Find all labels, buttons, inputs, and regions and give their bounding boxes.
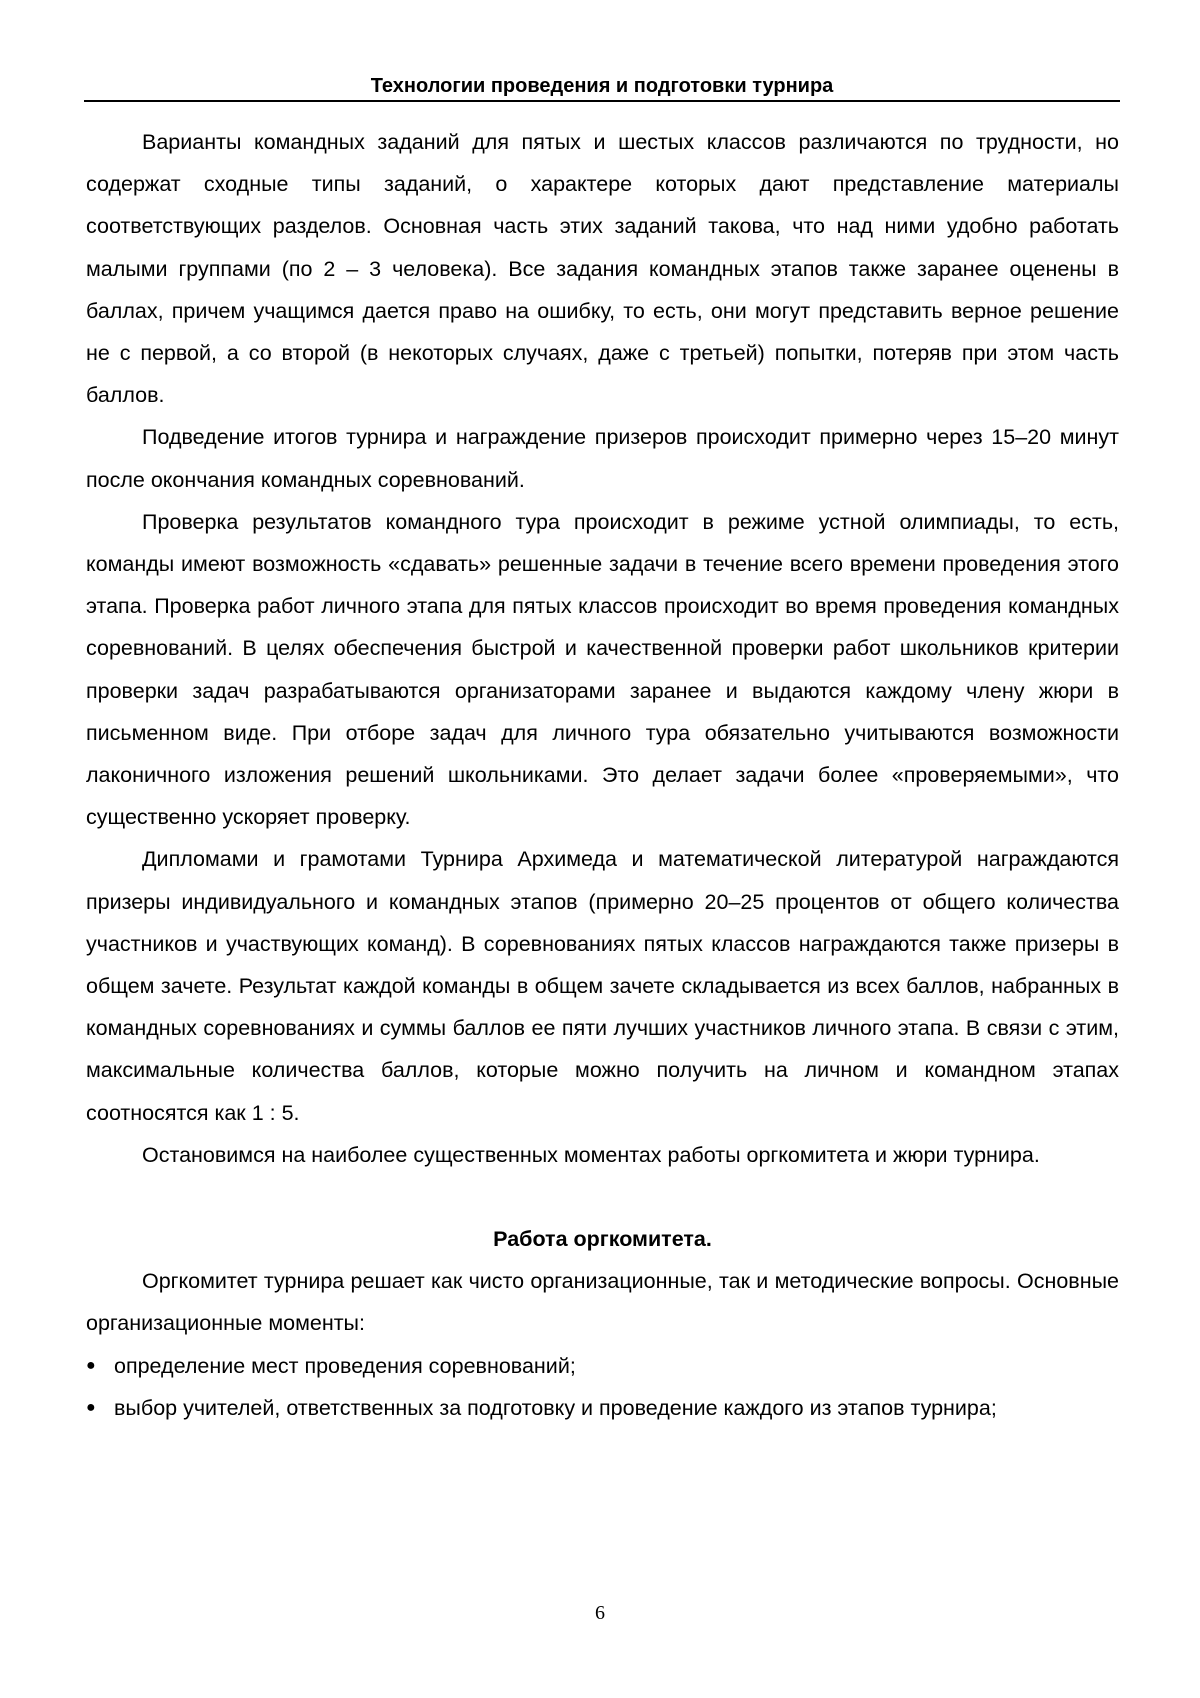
- list-item: [86, 1345, 1119, 1387]
- bullet-list: [86, 1345, 1119, 1429]
- page-number: 6: [0, 1602, 1200, 1625]
- section-title: Работа оргкомитета.: [86, 1218, 1119, 1260]
- paragraph-awards: Дипломами и грамотами Турнира Архимеда и математической литературой награждаются призеры индивидуального и командных этапов (примерно 20–25 процентов от общего количества участников и участвующих команд). В соревнованиях пятых классов награждаются также призеры в общем зачете. Результат каждой команды в общем зачете складывается из всех баллов, набранных в командных соревнованиях и суммы баллов ее пяти лучших участников личного этапа. В связи с этим, максимальные количества баллов, которые можно получить на личном и командном этапах соотносятся как 1 : 5.: [86, 838, 1119, 1133]
- header-rule: [84, 100, 1120, 102]
- paragraph-transition: Остановимся на наиболее существенных моментах работы оргкомитета и жюри турнира.: [86, 1134, 1119, 1176]
- paragraph-team-tasks: Варианты командных заданий для пятых и шестых классов различаются по трудности, но содержат сходные типы заданий, о характере которых дают представление материалы соответствующих разделов. Основная часть этих заданий такова, что над ними удобно работать малыми группами (по 2 – 3 человека). Все задания командных этапов также заранее оценены в баллах, причем учащимся дается право на ошибку, то есть, они могут представить верное решение не с первой, а со второй (в некоторых случаях, даже с третьей) попытки, потеряв при этом часть баллов.: [86, 121, 1119, 416]
- section-gap: [86, 1176, 1119, 1218]
- running-header: Технологии проведения и подготовки турнира: [84, 74, 1120, 98]
- list-item: [86, 1387, 1119, 1429]
- list-item-text: выбор учителей, ответственных за подготовку и проведение каждого из этапов турнира;: [114, 1396, 997, 1420]
- paragraph-checking: Проверка результатов командного тура происходит в режиме устной олимпиады, то есть, команды имеют возможность «сдавать» решенные задачи в течение всего времени проведения этого этапа. Проверка работ личного этапа для пятых классов происходит во время проведения командных соревнований. В целях обеспечения быстрой и качественной проверки работ школьников критерии проверки задач разрабатываются организаторами заранее и выдаются каждому члену жюри в письменном виде. При отборе задач для личного тура обязательно учитываются возможности лаконичного изложения решений школьниками. Это делает задачи более «проверяемыми», что существенно ускоряет проверку.: [86, 501, 1119, 839]
- paragraph-orgcommittee-intro: Оргкомитет турнира решает как чисто организационные, так и методические вопросы. Основные организационные моменты:: [86, 1260, 1119, 1344]
- page-content: [86, 121, 1119, 1429]
- paragraph-results-summary: Подведение итогов турнира и награждение призеров происходит примерно через 15–20 минут после окончания командных соревнований.: [86, 416, 1119, 500]
- bullet-icon: ●: [86, 1387, 96, 1429]
- document-page: [0, 0, 1200, 1698]
- bullet-icon: ●: [86, 1345, 96, 1387]
- list-item-text: определение мест проведения соревнований;: [114, 1354, 576, 1378]
